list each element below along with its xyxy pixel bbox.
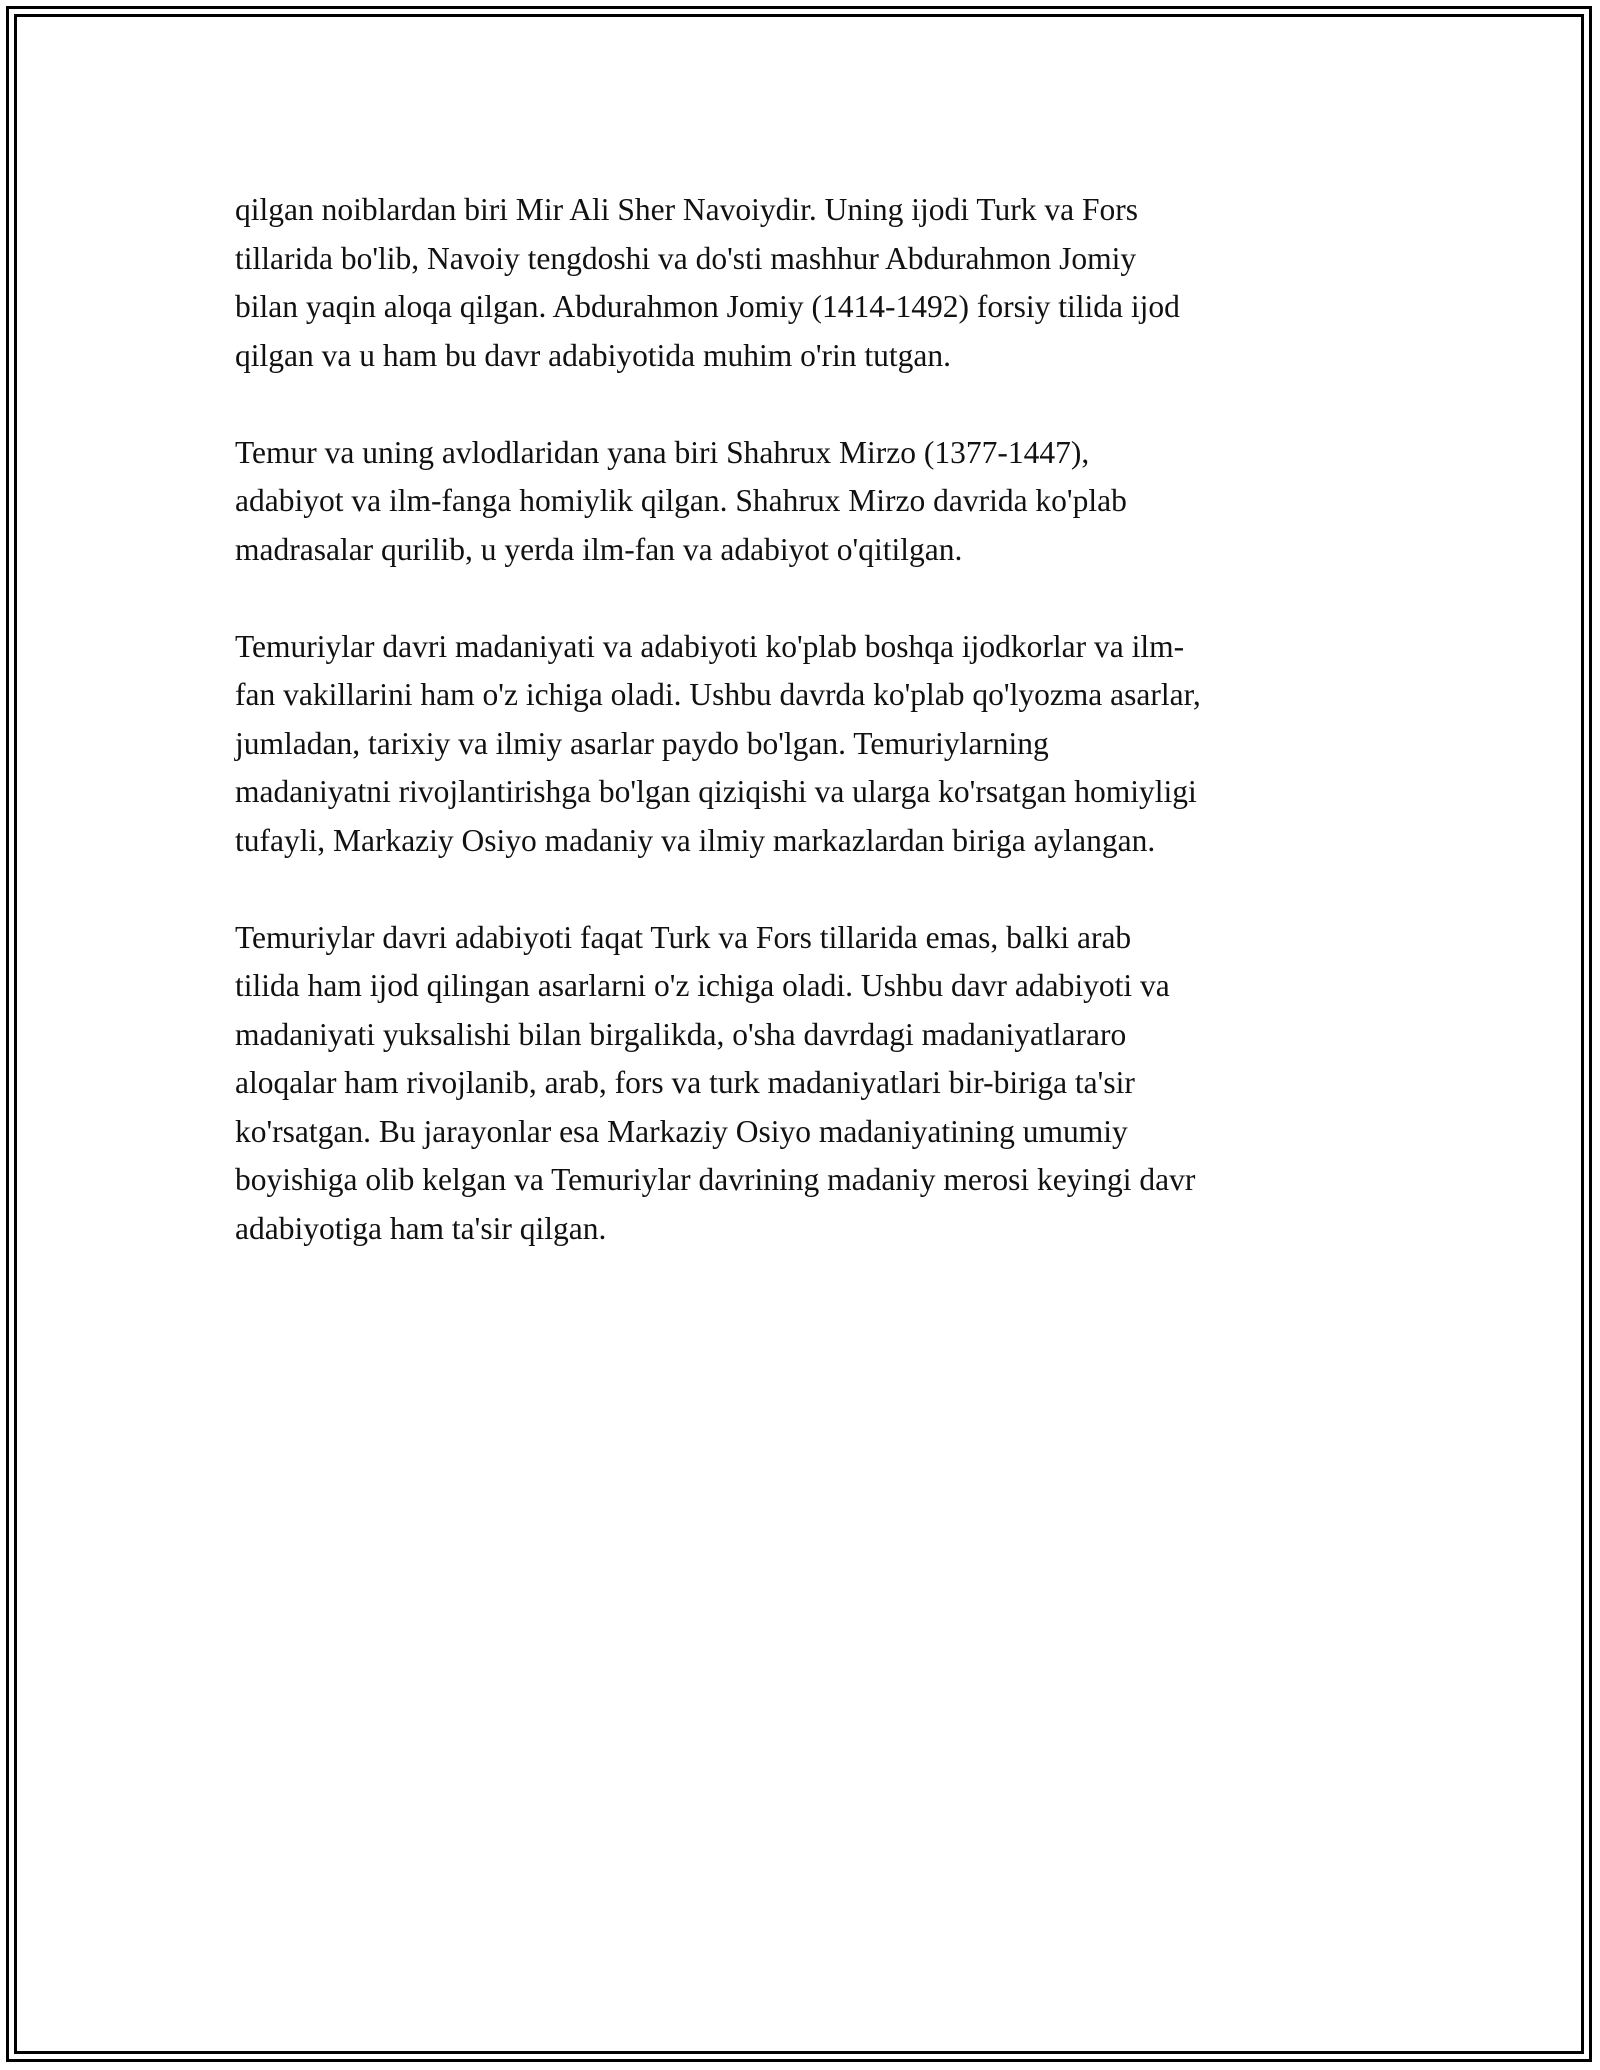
text-line: adabiyot va ilm-fanga homiylik qilgan. Shahrux Mirzo davrida ko'plab — [235, 483, 1127, 518]
text-line: boyishiga olib kelgan va Temuriylar davrining madaniy merosi keyingi davr — [235, 1162, 1196, 1197]
text-line: jumladan, tarixiy va ilmiy asarlar paydo bo'lgan. Temuriylarning — [235, 725, 1049, 761]
text-line: Temuriylar davri madaniyati va adabiyoti ko'plab boshqa ijodkorlar va ilm- — [235, 628, 1185, 664]
text-line: qilgan noiblardan biri Mir Ali Sher Navoiydir. Uning ijodi Turk va Fors — [235, 192, 1138, 227]
text-line: ko'rsatgan. Bu jarayonlar esa Markaziy Osiyo madaniyatining umumiy — [235, 1113, 1128, 1149]
text-line: madaniyati yuksalishi bilan birgalikda, o'sha davrdagi madaniyatlararo — [235, 1016, 1127, 1052]
paragraph-4 — [235, 914, 1375, 1254]
text-line: qilgan va u ham bu davr adabiyotida muhim o'rin tutgan. — [235, 337, 952, 373]
text-line: madaniyatni rivojlantirishga bo'lgan qiziqishi va ularga ko'rsatgan homiyligi — [235, 774, 1197, 809]
text-line: bilan yaqin aloqa qilgan. Abdurahmon Jomiy (1414-1492) forsiy tilida ijod — [235, 289, 1180, 324]
text-line: tilida ham ijod qilingan asarlarni o'z ichiga oladi. Ushbu davr adabiyoti va — [235, 968, 1170, 1003]
text-line: tufayli, Markaziy Osiyo madaniy va ilmiy markazlardan biriga aylangan. — [235, 822, 1156, 858]
paragraph-3 — [235, 623, 1375, 866]
document-body — [235, 186, 1375, 1253]
text-line: aloqalar ham rivojlanib, arab, fors va turk madaniyatlari bir-biriga ta'sir — [235, 1065, 1135, 1100]
text-line: Temur va uning avlodlaridan yana biri Shahrux Mirzo (1377-1447), — [235, 434, 1090, 470]
paragraph-2 — [235, 429, 1375, 575]
text-line: tillarida bo'lib, Navoiy tengdoshi va do'sti mashhur Abdurahmon Jomiy — [235, 240, 1137, 276]
text-line: Temuriylar davri adabiyoti faqat Turk va Fors tillarida emas, balki arab — [235, 919, 1132, 955]
text-line: adabiyotiga ham ta'sir qilgan. — [235, 1210, 607, 1246]
text-line: fan vakillarini ham o'z ichiga oladi. Ushbu davrda ko'plab qo'lyozma asarlar, — [235, 677, 1201, 712]
text-line: madrasalar qurilib, u yerda ilm-fan va adabiyot o'qitilgan. — [235, 531, 963, 567]
paragraph-1 — [235, 186, 1375, 380]
